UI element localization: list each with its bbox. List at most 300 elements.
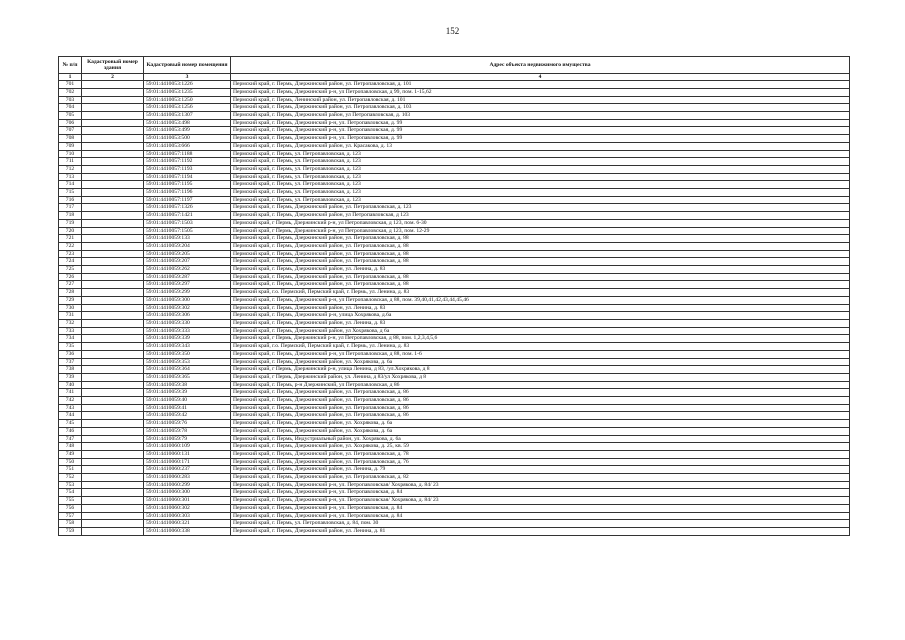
table-row — [59, 158, 850, 166]
address-cell: Пермский край, г. Пермь, Дзержинский р-н, ул. Петропавловская, д. 99 — [231, 119, 850, 127]
table-row — [59, 497, 850, 505]
table-row — [59, 389, 850, 397]
premises-cadastral-cell: 59:01:4410059:333 — [144, 327, 231, 335]
building-cadastral-cell — [82, 366, 144, 374]
premises-cadastral-cell: 59:01:4410059:302 — [144, 304, 231, 312]
building-cadastral-cell — [82, 343, 144, 351]
premises-cadastral-cell: 59:01:4410059:350 — [144, 350, 231, 358]
building-cadastral-cell — [82, 219, 144, 227]
address-cell: Пермский край, г. Пермь, ул. Петропавловская, д. 123 — [231, 173, 850, 181]
premises-cadastral-cell: 59:01:4410059:204 — [144, 242, 231, 250]
row-number: 716 — [59, 196, 82, 204]
row-number: 729 — [59, 296, 82, 304]
building-cadastral-cell — [82, 165, 144, 173]
row-number: 728 — [59, 289, 82, 297]
table-header-row — [59, 57, 850, 74]
building-cadastral-cell — [82, 358, 144, 366]
premises-cadastral-cell: 59:01:4410053:1307 — [144, 112, 231, 120]
premises-cadastral-cell: 59:01:4410053:1235 — [144, 88, 231, 96]
premises-cadastral-cell: 59:01:4410057:1194 — [144, 173, 231, 181]
premises-cadastral-cell: 59:01:4410059:42 — [144, 412, 231, 420]
address-cell: Пермский край, г Пермь, Дзержинский р-н, улица Ленина, д 83, /ул.Хохрякова, д 8 — [231, 366, 850, 374]
premises-cadastral-cell: 59:01:4410059:339 — [144, 335, 231, 343]
table-row — [59, 250, 850, 258]
row-number: 733 — [59, 327, 82, 335]
address-cell: Пермский край, г. Пермь, Дзержинский район, ул. Петропавловская, д. 78 — [231, 450, 850, 458]
premises-cadastral-cell: 59:01:4410060:109 — [144, 443, 231, 451]
building-cadastral-cell — [82, 135, 144, 143]
premises-cadastral-cell: 59:01:4410059:133 — [144, 235, 231, 243]
address-cell: Пермский край, г. Пермь, Дзержинский район, ул. Петропавловская, д. 88 — [231, 250, 850, 258]
building-cadastral-cell — [82, 119, 144, 127]
table-row — [59, 219, 850, 227]
address-cell: Пермский край, г. Пермь, Дзержинский район, ул. Ленина, д. 83 — [231, 266, 850, 274]
premises-cadastral-cell: 59:01:4410059:76 — [144, 420, 231, 428]
building-cadastral-cell — [82, 373, 144, 381]
premises-cadastral-cell: 59:01:4410059:364 — [144, 366, 231, 374]
property-register-table — [58, 56, 850, 536]
address-cell: Пермский край, г. Пермь, Дзержинский район, ул. Петропавловская, д. 86 — [231, 389, 850, 397]
premises-cadastral-cell: 59:01:4410060:171 — [144, 458, 231, 466]
building-cadastral-cell — [82, 481, 144, 489]
row-number: 737 — [59, 358, 82, 366]
premises-cadastral-cell: 59:01:4410060:237 — [144, 466, 231, 474]
table-row — [59, 150, 850, 158]
building-cadastral-cell — [82, 497, 144, 505]
building-cadastral-cell — [82, 512, 144, 520]
table-row — [59, 242, 850, 250]
address-cell: Пермский край, г. Пермь, Дзержинский р-н, ул Петропавловская, д 88, пом. 39,40,41,42,43,44,45,46 — [231, 296, 850, 304]
address-cell: Пермский край, г. Пермь, Дзержинский р-н, ул. Петропавловская, д. 84 — [231, 512, 850, 520]
building-cadastral-cell — [82, 520, 144, 528]
premises-cadastral-cell: 59:01:4410059:78 — [144, 427, 231, 435]
address-cell: Пермский край, г. Пермь, ул. Петропавловская, д. 84, пом. 30 — [231, 520, 850, 528]
table-row — [59, 481, 850, 489]
premises-cadastral-cell: 59:01:4410059:40 — [144, 397, 231, 405]
premises-cadastral-cell: 59:01:4410053:498 — [144, 119, 231, 127]
index-1: 1 — [59, 74, 82, 81]
address-cell: Пермский край, г. Пермь, Дзержинский р-н, ул Петропавловская, д 99, пом. 1-15,62 — [231, 88, 850, 96]
premises-cadastral-cell: 59:01:4410053:1250 — [144, 96, 231, 104]
building-cadastral-cell — [82, 150, 144, 158]
address-cell: Пермский край, г Пермь, Дзержинский район, ул. Ленина, д 83/ул Хохрякова, д 8 — [231, 373, 850, 381]
row-number: 717 — [59, 204, 82, 212]
row-number: 757 — [59, 512, 82, 520]
address-cell: Пермский край, г. Пермь, Дзержинский р-н, ул. Петропавловская, д. 99 — [231, 135, 850, 143]
address-cell: Пермский край, г. Пермь, Дзержинский р-н, ул. Петропавловская, д. 84 — [231, 504, 850, 512]
row-number: 742 — [59, 397, 82, 405]
table-row — [59, 196, 850, 204]
address-cell: Пермский край, г. Пермь, Дзержинский р-н, ул. Петропавловская/ Хохрякова, д. 84/ 23 — [231, 481, 850, 489]
building-cadastral-cell — [82, 266, 144, 274]
row-number: 759 — [59, 527, 82, 535]
building-cadastral-cell — [82, 389, 144, 397]
premises-cadastral-cell: 59:01:4410057:1421 — [144, 212, 231, 220]
table-row — [59, 458, 850, 466]
address-cell: Пермский край, г Пермь, Дзержинский р-н, ул Петропавловская, д 123, пом. 12-29 — [231, 227, 850, 235]
row-number: 755 — [59, 497, 82, 505]
premises-cadastral-cell: 59:01:4410059:306 — [144, 312, 231, 320]
row-number: 735 — [59, 343, 82, 351]
building-cadastral-cell — [82, 250, 144, 258]
building-cadastral-cell — [82, 204, 144, 212]
premises-cadastral-cell: 59:01:4410060:283 — [144, 474, 231, 482]
table-row — [59, 258, 850, 266]
table-row — [59, 520, 850, 528]
address-cell: Пермский край, г. Пермь, Дзержинский район, ул. Хохрякова, д. 6а — [231, 420, 850, 428]
address-cell: Пермский край, г. Пермь, Дзержинский район, ул. Петропавловская, д. 76 — [231, 458, 850, 466]
premises-cadastral-cell: 59:01:4410053:1226 — [144, 81, 231, 89]
row-number: 746 — [59, 427, 82, 435]
address-cell: Пермский край, г. Пермь, Дзержинский район, ул. Петропавловская, д. 82 — [231, 474, 850, 482]
premises-cadastral-cell: 59:01:4410057:1193 — [144, 165, 231, 173]
table-row — [59, 358, 850, 366]
header-number: № п/п — [59, 57, 82, 74]
building-cadastral-cell — [82, 420, 144, 428]
address-cell: Пермский край, г. Пермь, Дзержинский район, ул Петропавловская, д 123 — [231, 212, 850, 220]
address-cell: Пермский край, г. Пермь, Дзержинский район, ул. Петропавловская, д. 88 — [231, 258, 850, 266]
table-row — [59, 397, 850, 405]
building-cadastral-cell — [82, 296, 144, 304]
building-cadastral-cell — [82, 104, 144, 112]
row-number: 704 — [59, 104, 82, 112]
table-row — [59, 412, 850, 420]
building-cadastral-cell — [82, 489, 144, 497]
table-row — [59, 135, 850, 143]
address-cell: Пермский край, г. Пермь, Индустриальный район, ул. Хохрякова, д. 6а — [231, 435, 850, 443]
premises-cadastral-cell: 59:01:4410060:338 — [144, 527, 231, 535]
building-cadastral-cell — [82, 381, 144, 389]
building-cadastral-cell — [82, 320, 144, 328]
address-cell: Пермский край, г. Пермь, Дзержинский район, ул. Красакова, д. 13 — [231, 142, 850, 150]
table-row — [59, 127, 850, 135]
table-row — [59, 112, 850, 120]
premises-cadastral-cell: 59:01:4410057:1505 — [144, 227, 231, 235]
index-2: 2 — [82, 74, 144, 81]
address-cell: Пермский край, г. Пермь, Дзержинский район, ул. Ленина, д. 83 — [231, 304, 850, 312]
premises-cadastral-cell: 59:01:4410057:1326 — [144, 204, 231, 212]
premises-cadastral-cell: 59:01:4410059:41 — [144, 404, 231, 412]
building-cadastral-cell — [82, 81, 144, 89]
address-cell: Пермский край, г.о. Пермский, Пермский край, г. Пермь, ул. Ленина, д. 83 — [231, 343, 850, 351]
table-row — [59, 204, 850, 212]
row-number: 705 — [59, 112, 82, 120]
building-cadastral-cell — [82, 466, 144, 474]
building-cadastral-cell — [82, 350, 144, 358]
row-number: 731 — [59, 312, 82, 320]
address-cell: Пермский край, г. Пермь, ул. Петропавловская, д. 123 — [231, 150, 850, 158]
building-cadastral-cell — [82, 427, 144, 435]
address-cell: Пермский край, г. Пермь, Дзержинский район, ул. Петропавловская, д. 101 — [231, 81, 850, 89]
header-address: Адрес объекта недвижимого имущества — [231, 57, 850, 74]
building-cadastral-cell — [82, 443, 144, 451]
premises-cadastral-cell: 59:01:4410059:299 — [144, 289, 231, 297]
table-row — [59, 173, 850, 181]
building-cadastral-cell — [82, 227, 144, 235]
building-cadastral-cell — [82, 112, 144, 120]
row-number: 749 — [59, 450, 82, 458]
premises-cadastral-cell: 59:01:4410057:1195 — [144, 181, 231, 189]
row-number: 738 — [59, 366, 82, 374]
row-number: 714 — [59, 181, 82, 189]
table-row — [59, 489, 850, 497]
building-cadastral-cell — [82, 127, 144, 135]
address-cell: Пермский край, г. Пермь, Дзержинский район, ул Хохрякова, д 6а — [231, 327, 850, 335]
building-cadastral-cell — [82, 242, 144, 250]
address-cell: Пермский край, г. Пермь, ул. Петропавловская, д. 123 — [231, 181, 850, 189]
row-number: 727 — [59, 281, 82, 289]
premises-cadastral-cell: 59:01:4410059:205 — [144, 250, 231, 258]
row-number: 758 — [59, 520, 82, 528]
building-cadastral-cell — [82, 450, 144, 458]
address-cell: Пермский край, г. Пермь, Дзержинский р-н, ул Петропавловская, д 88, пом. 1-6 — [231, 350, 850, 358]
building-cadastral-cell — [82, 96, 144, 104]
row-number: 724 — [59, 258, 82, 266]
building-cadastral-cell — [82, 281, 144, 289]
building-cadastral-cell — [82, 158, 144, 166]
table-row — [59, 435, 850, 443]
premises-cadastral-cell: 59:01:4410059:207 — [144, 258, 231, 266]
page-number: 152 — [445, 26, 460, 36]
building-cadastral-cell — [82, 412, 144, 420]
row-number: 713 — [59, 173, 82, 181]
building-cadastral-cell — [82, 435, 144, 443]
table-row — [59, 450, 850, 458]
premises-cadastral-cell: 59:01:4410059:300 — [144, 296, 231, 304]
premises-cadastral-cell: 59:01:4410053:500 — [144, 135, 231, 143]
building-cadastral-cell — [82, 235, 144, 243]
row-number: 720 — [59, 227, 82, 235]
row-number: 725 — [59, 266, 82, 274]
table-row — [59, 443, 850, 451]
address-cell: Пермский край, г. Пермь, Дзержинский р-н, ул. Петропавловская, д. 99 — [231, 127, 850, 135]
table-index-row — [59, 74, 850, 81]
table-row — [59, 81, 850, 89]
premises-cadastral-cell: 59:01:4410060:299 — [144, 481, 231, 489]
premises-cadastral-cell: 59:01:4410057:1503 — [144, 219, 231, 227]
premises-cadastral-cell: 59:01:4410053:499 — [144, 127, 231, 135]
table-row — [59, 304, 850, 312]
building-cadastral-cell — [82, 88, 144, 96]
table-row — [59, 227, 850, 235]
row-number: 712 — [59, 165, 82, 173]
row-number: 748 — [59, 443, 82, 451]
table-row — [59, 350, 850, 358]
table-row — [59, 96, 850, 104]
table-row — [59, 366, 850, 374]
table-row — [59, 466, 850, 474]
premises-cadastral-cell: 59:01:4410060:303 — [144, 512, 231, 520]
row-number: 709 — [59, 142, 82, 150]
index-4: 4 — [231, 74, 850, 81]
table-row — [59, 181, 850, 189]
row-number: 702 — [59, 88, 82, 96]
table-row — [59, 289, 850, 297]
row-number: 715 — [59, 189, 82, 197]
row-number: 711 — [59, 158, 82, 166]
building-cadastral-cell — [82, 304, 144, 312]
address-cell: Пермский край, г. Пермь, Дзержинский район, ул. Петропавловская, д. 86 — [231, 397, 850, 405]
address-cell: Пермский край, г. Пермь, ул. Петропавловская, д. 123 — [231, 158, 850, 166]
row-number: 745 — [59, 420, 82, 428]
row-number: 701 — [59, 81, 82, 89]
row-number: 747 — [59, 435, 82, 443]
table-row — [59, 189, 850, 197]
header-building-cadastral: Кадастровый номер здания — [82, 57, 144, 74]
table-row — [59, 474, 850, 482]
premises-cadastral-cell: 59:01:4410059:262 — [144, 266, 231, 274]
building-cadastral-cell — [82, 142, 144, 150]
building-cadastral-cell — [82, 527, 144, 535]
row-number: 750 — [59, 458, 82, 466]
building-cadastral-cell — [82, 189, 144, 197]
premises-cadastral-cell: 59:01:4410059:287 — [144, 273, 231, 281]
row-number: 751 — [59, 466, 82, 474]
row-number: 739 — [59, 373, 82, 381]
premises-cadastral-cell: 59:01:4410053:1256 — [144, 104, 231, 112]
address-cell: Пермский край, г Пермь, Дзержинский р-н, ул Петропавловская, д 123, пом. 6-30 — [231, 219, 850, 227]
row-number: 753 — [59, 481, 82, 489]
row-number: 743 — [59, 404, 82, 412]
table-row — [59, 165, 850, 173]
table-row — [59, 212, 850, 220]
premises-cadastral-cell: 59:01:4410060:300 — [144, 489, 231, 497]
address-cell: Пермский край, г. Пермь, Дзержинский район, ул. Петропавловская, д. 88 — [231, 281, 850, 289]
premises-cadastral-cell: 59:01:4410059:79 — [144, 435, 231, 443]
address-cell: Пермский край, г. Пермь, ул. Петропавловская, д. 123 — [231, 165, 850, 173]
table-row — [59, 281, 850, 289]
row-number: 707 — [59, 127, 82, 135]
address-cell: Пермский край, г. Пермь, Дзержинский район, ул. Петропавловская, д. 88 — [231, 242, 850, 250]
table-row — [59, 335, 850, 343]
table-row — [59, 420, 850, 428]
row-number: 730 — [59, 304, 82, 312]
table-row — [59, 104, 850, 112]
row-number: 734 — [59, 335, 82, 343]
premises-cadastral-cell: 59:01:4410059:297 — [144, 281, 231, 289]
premises-cadastral-cell: 59:01:4410059:39 — [144, 389, 231, 397]
premises-cadastral-cell: 59:01:4410060:302 — [144, 504, 231, 512]
table-row — [59, 512, 850, 520]
row-number: 744 — [59, 412, 82, 420]
address-cell: Пермский край, г. Пермь, Дзержинский район, ул. Хохрякова, д. 25, кв. 59 — [231, 443, 850, 451]
address-cell: Пермский край, г. Пермь, Дзержинский район, ул. Петропавловская, д. 88 — [231, 235, 850, 243]
table-row — [59, 504, 850, 512]
premises-cadastral-cell: 59:01:4410059:38 — [144, 381, 231, 389]
table-row — [59, 142, 850, 150]
premises-cadastral-cell: 59:01:4410057:1197 — [144, 196, 231, 204]
building-cadastral-cell — [82, 474, 144, 482]
row-number: 740 — [59, 381, 82, 389]
table-row — [59, 427, 850, 435]
address-cell: Пермский край, г. Пермь, Дзержинский район, ул. Хохрякова, д. 6а — [231, 358, 850, 366]
row-number: 741 — [59, 389, 82, 397]
address-cell: Пермский край, г. Пермь, Дзержинский район, ул Петропавловская, д. 103 — [231, 112, 850, 120]
address-cell: Пермский край, г. Пермь, ул. Петропавловская, д. 123 — [231, 189, 850, 197]
row-number: 732 — [59, 320, 82, 328]
row-number: 754 — [59, 489, 82, 497]
address-cell: Пермский край, г. Пермь, Дзержинский район, ул. Петропавловская, д. 86 — [231, 404, 850, 412]
row-number: 708 — [59, 135, 82, 143]
address-cell: Пермский край, г. Пермь, Дзержинский район, ул. Ленина, д. 81 — [231, 527, 850, 535]
address-cell: Пермский край, г. Пермь, ул. Петропавловская, д. 123 — [231, 196, 850, 204]
row-number: 719 — [59, 219, 82, 227]
building-cadastral-cell — [82, 404, 144, 412]
premises-cadastral-cell: 59:01:4410060:131 — [144, 450, 231, 458]
building-cadastral-cell — [82, 458, 144, 466]
building-cadastral-cell — [82, 212, 144, 220]
building-cadastral-cell — [82, 504, 144, 512]
row-number: 710 — [59, 150, 82, 158]
premises-cadastral-cell: 59:01:4410053:666 — [144, 142, 231, 150]
building-cadastral-cell — [82, 258, 144, 266]
row-number: 722 — [59, 242, 82, 250]
premises-cadastral-cell: 59:01:4410060:321 — [144, 520, 231, 528]
premises-cadastral-cell: 59:01:4410057:1188 — [144, 150, 231, 158]
building-cadastral-cell — [82, 289, 144, 297]
row-number: 703 — [59, 96, 82, 104]
address-cell: Пермский край, г. Пермь, Дзержинский район, ул. Ленина, д. 79 — [231, 466, 850, 474]
building-cadastral-cell — [82, 273, 144, 281]
table-row — [59, 381, 850, 389]
building-cadastral-cell — [82, 312, 144, 320]
table-row — [59, 119, 850, 127]
building-cadastral-cell — [82, 397, 144, 405]
table-row — [59, 273, 850, 281]
table-row — [59, 312, 850, 320]
premises-cadastral-cell: 59:01:4410060:301 — [144, 497, 231, 505]
index-3: 3 — [144, 74, 231, 81]
header-premises-cadastral: Кадастровый номер помещения — [144, 57, 231, 74]
address-cell: Пермский край, г. Пермь, Дзержинский район, ул. Ленина, д. 83 — [231, 320, 850, 328]
address-cell: Пермский край, г. Пермь, Дзержинский район, ул. Петропавловская, д. 103 — [231, 104, 850, 112]
table-row — [59, 343, 850, 351]
table-row — [59, 327, 850, 335]
premises-cadastral-cell: 59:01:4410059:365 — [144, 373, 231, 381]
premises-cadastral-cell: 59:01:4410059:330 — [144, 320, 231, 328]
address-cell: Пермский край, г. Пермь, Дзержинский район, ул. Петропавловская, д. 123 — [231, 204, 850, 212]
table-row — [59, 527, 850, 535]
row-number: 736 — [59, 350, 82, 358]
premises-cadastral-cell: 59:01:4410057:1196 — [144, 189, 231, 197]
table-row — [59, 88, 850, 96]
table-row — [59, 296, 850, 304]
row-number: 721 — [59, 235, 82, 243]
row-number: 726 — [59, 273, 82, 281]
premises-cadastral-cell: 59:01:4410057:1192 — [144, 158, 231, 166]
address-cell: Пермский край, г. Пермь, Дзержинский р-н, улица Хохрякова, д.6а — [231, 312, 850, 320]
building-cadastral-cell — [82, 196, 144, 204]
building-cadastral-cell — [82, 335, 144, 343]
address-cell: Пермский край, г. Пермь, Дзержинский р-н, ул. Петропавловская, д. 84 — [231, 489, 850, 497]
building-cadastral-cell — [82, 327, 144, 335]
table-row — [59, 320, 850, 328]
row-number: 706 — [59, 119, 82, 127]
table-row — [59, 266, 850, 274]
building-cadastral-cell — [82, 173, 144, 181]
table-row — [59, 404, 850, 412]
address-cell: Пермский край, г. Пермь, р-н Дзержинский, ул Петропавловская, д 86 — [231, 381, 850, 389]
building-cadastral-cell — [82, 181, 144, 189]
address-cell: Пермский край, г. Пермь, Дзержинский район, ул. Петропавловская, д. 88 — [231, 273, 850, 281]
premises-cadastral-cell: 59:01:4410059:353 — [144, 358, 231, 366]
table-row — [59, 373, 850, 381]
row-number: 756 — [59, 504, 82, 512]
premises-cadastral-cell: 59:01:4410059:343 — [144, 343, 231, 351]
address-cell: Пермский край, г. Пермь, Ленинский район, ул. Петропавловская, д. 101 — [231, 96, 850, 104]
table-row — [59, 235, 850, 243]
address-cell: Пермский край, г Пермь, Дзержинский р-н, ул Петропавловская, д 88, пом. 1,2,3,4,5,6 — [231, 335, 850, 343]
